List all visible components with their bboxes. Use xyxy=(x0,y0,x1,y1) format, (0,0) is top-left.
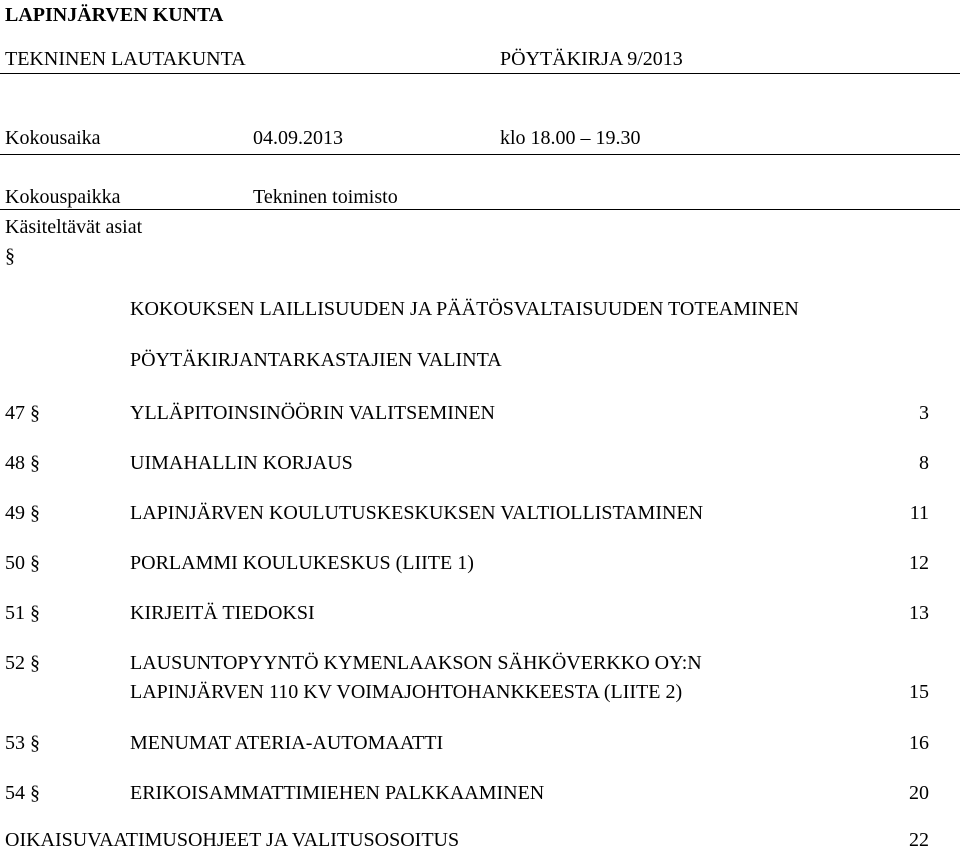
item-title: ERIKOISAMMATTIMIEHEN PALKKAAMINEN xyxy=(130,782,545,804)
item-title: PORLAMMI KOULUKESKUS (LIITE 1) xyxy=(130,552,474,574)
item-page: 3 xyxy=(919,402,929,424)
section-symbol: § xyxy=(5,245,15,267)
section-symbol: § xyxy=(30,732,40,754)
meeting-place: Tekninen toimisto xyxy=(253,186,398,208)
time-divider xyxy=(0,154,960,155)
meeting-place-label: Kokouspaikka xyxy=(5,186,121,208)
item-number: 54 xyxy=(5,782,25,804)
meeting-time: klo 18.00 – 19.30 xyxy=(500,127,641,149)
item-number: 51 xyxy=(5,602,25,624)
section-symbol: § xyxy=(30,602,40,624)
item-title: YLLÄPITOINSINÖÖRIN VALITSEMINEN xyxy=(130,402,495,424)
section-symbol: § xyxy=(30,502,40,524)
item-title: MENUMAT ATERIA-AUTOMAATTI xyxy=(130,732,444,754)
item-number: 50 xyxy=(5,552,25,574)
item-number: 48 xyxy=(5,452,25,474)
footer-item-title: OIKAISUVAATIMUSOHJEET JA VALITUSOSOITUS xyxy=(5,829,460,851)
agenda-intro-item: KOKOUKSEN LAILLISUUDEN JA PÄÄTÖSVALTAISUUDEN TOTEAMINEN xyxy=(130,298,799,320)
item-title: LAPINJÄRVEN KOULUTUSKESKUKSEN VALTIOLLISTAMINEN xyxy=(130,502,704,524)
header-divider xyxy=(0,73,960,74)
item-title-line2: LAPINJÄRVEN 110 KV VOIMAJOHTOHANKKEESTA (LIITE 2) xyxy=(130,681,683,703)
meeting-time-label: Kokousaika xyxy=(5,127,101,149)
item-number: 47 xyxy=(5,402,25,424)
agenda-label: Käsiteltävät asiat xyxy=(5,216,143,238)
item-page: 20 xyxy=(909,782,929,804)
item-page: 15 xyxy=(909,681,929,703)
item-page: 12 xyxy=(909,552,929,574)
section-symbol: § xyxy=(30,402,40,424)
item-page: 11 xyxy=(909,502,929,524)
item-number: 53 xyxy=(5,732,25,754)
section-symbol: § xyxy=(30,552,40,574)
section-symbol: § xyxy=(30,782,40,804)
section-symbol: § xyxy=(30,652,40,674)
board-name: TEKNINEN LAUTAKUNTA xyxy=(5,48,246,70)
section-symbol: § xyxy=(30,452,40,474)
footer-item-page: 22 xyxy=(909,829,929,851)
minutes-number: PÖYTÄKIRJA 9/2013 xyxy=(500,48,683,70)
item-title: UIMAHALLIN KORJAUS xyxy=(130,452,353,474)
item-title: LAUSUNTOPYYNTÖ KYMENLAAKSON SÄHKÖVERKKO OY:N xyxy=(130,652,702,674)
item-number: 49 xyxy=(5,502,25,524)
item-number: 52 xyxy=(5,652,25,674)
item-title: KIRJEITÄ TIEDOKSI xyxy=(130,602,315,624)
item-page: 8 xyxy=(919,452,929,474)
item-page: 13 xyxy=(909,602,929,624)
agenda-intro-item: PÖYTÄKIRJANTARKASTAJIEN VALINTA xyxy=(130,349,502,371)
municipality-name: LAPINJÄRVEN KUNTA xyxy=(5,4,224,26)
meeting-date: 04.09.2013 xyxy=(253,127,343,149)
place-divider xyxy=(0,209,960,210)
item-page: 16 xyxy=(909,732,929,754)
